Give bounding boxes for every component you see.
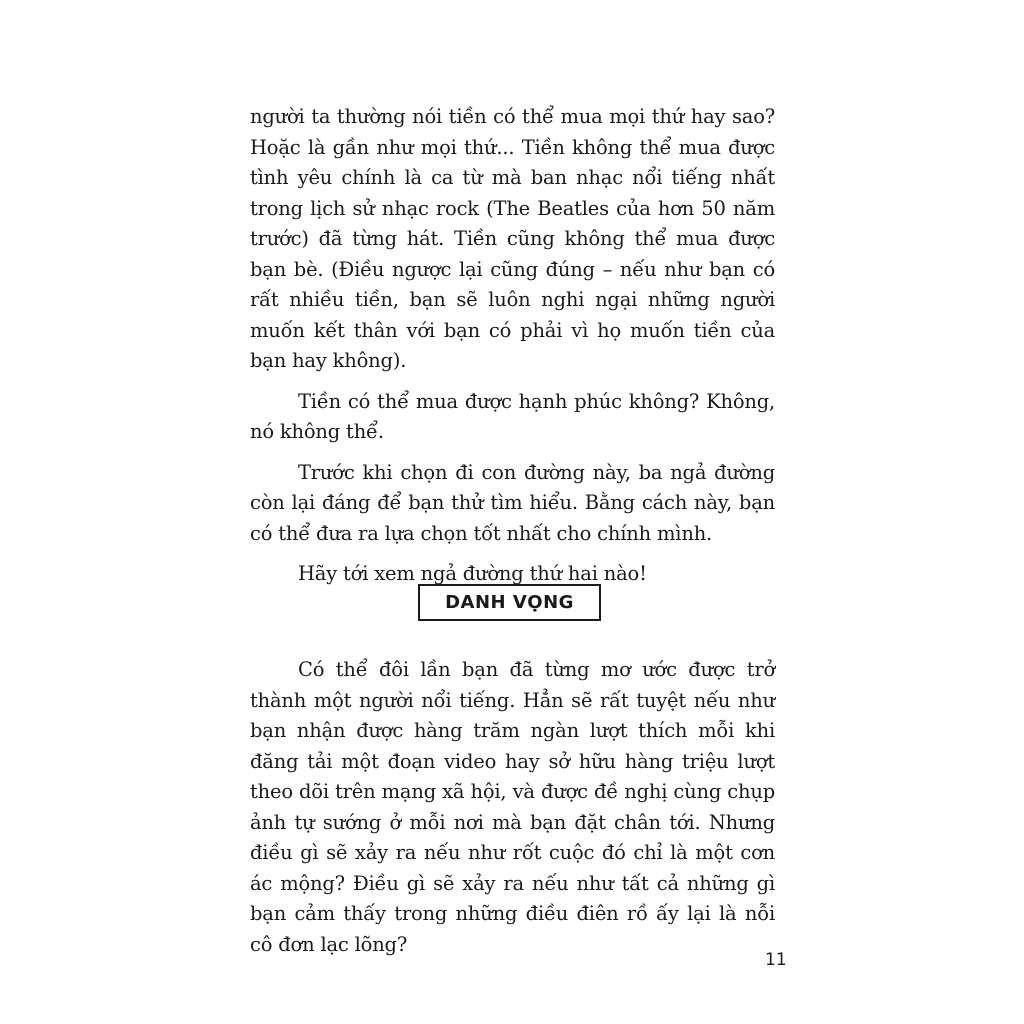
paragraph: Có thể đôi lần bạn đã từng mơ ước được trở thành một người nổi tiếng. Hẳn sẽ rất tuyệt nếu như bạn nhận được hàng trăm ngàn lượt thích mỗi khi đăng tải một đoạn video hay sở hữu hàng triệu lượt theo dõi trên mạng xã hội, và được đề nghị cùng chụp ảnh tự sướng ở mỗi nơi mà bạn đặt chân tới. Nhưng điều gì sẽ xảy ra nếu như rốt cuộc đó chỉ là một cơn ác mộng? Điều gì sẽ xảy ra nếu như tất cả những gì bạn cảm thấy trong những điều điên rồ ấy lại là nỗi cô đơn lạc lõng? <box>250 658 775 956</box>
section-heading-box <box>418 584 601 621</box>
body-text-top <box>250 102 775 590</box>
page-number: 11 <box>765 950 787 970</box>
paragraph: Hãy tới xem ngả đường thứ hai nào! <box>298 562 647 585</box>
section-heading: DANH VỌNG <box>445 592 574 613</box>
paragraph: Trước khi chọn đi con đường này, ba ngả đường còn lại đáng để bạn thử tìm hiểu. Bằng cách này, bạn có thể đưa ra lựa chọn tốt nhất cho chính mình. <box>250 460 775 545</box>
paragraph: Tiền có thể mua được hạnh phúc không? Không, nó không thể. <box>250 389 775 443</box>
paragraph-continuation: người ta thường nói tiền có thể mua mọi thứ hay sao? Hoặc là gần như mọi thứ... Tiền không thể mua được tình yêu chính là ca từ mà ban nhạc nổi tiếng nhất trong lịch sử nhạc rock (The Beatles của hơn 50 năm trước) đã từng hát. Tiền cũng không thể mua được bạn bè. (Điều ngược lại cũng đúng – nếu như bạn có rất nhiều tiền, bạn sẽ luôn nghi ngại những người muốn kết thân với bạn có phải vì họ muốn tiền của bạn hay không). <box>250 105 775 372</box>
body-text-bottom <box>250 655 775 960</box>
